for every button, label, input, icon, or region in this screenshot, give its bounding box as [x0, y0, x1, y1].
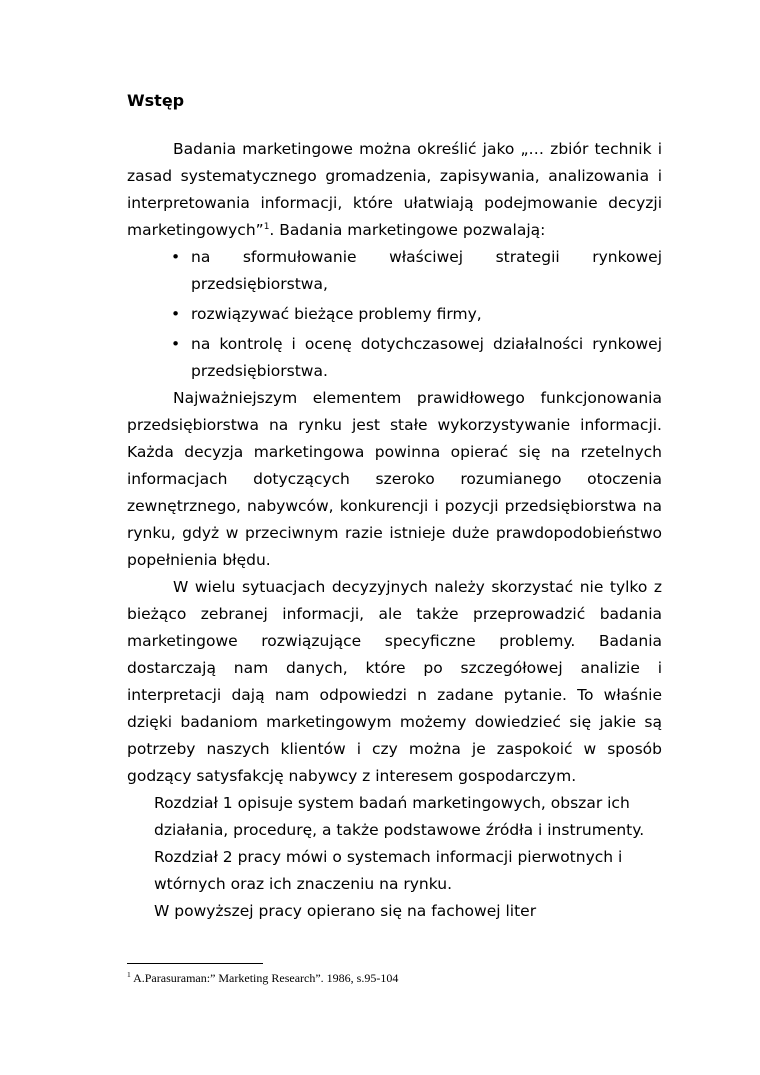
list-item	[127, 244, 662, 298]
footnote-text: A.Parasuraman:” Marketing Research”. 1986, s.95-104	[130, 971, 399, 985]
chapter-note-line: działania, procedurę, a także podstawowe źródła i instrumenty.	[154, 821, 645, 839]
chapter-note-line: wtórnych oraz ich znaczeniu na rynku.	[154, 875, 453, 893]
footnote-reference: 1	[263, 221, 270, 232]
chapter-note-line: Rozdział 2 pracy mówi o systemach informacji pierwotnych i	[154, 848, 623, 866]
intro-paragraph	[127, 136, 662, 244]
section-heading: Wstęp	[127, 91, 185, 110]
body-paragraph: Najważniejszym elementem prawidłowego funkcjonowania przedsiębiorstwa na rynku jest stałe wykorzystywanie informacji. Każda decyzja marketingowa powinna opierać się na rzetelnych informacjach dotyczących szeroko rozumianego otoczenia zewnętrznego, nabywców, konkurencji i pozycji przedsiębiorstwa na rynku, gdyż w przeciwnym razie istnieje duże prawdopodobieństwo popełnienia błędu.	[127, 389, 662, 569]
footnote-separator	[127, 963, 263, 964]
list-item-text: na kontrolę i ocenę dotychczasowej działalności rynkowej przedsiębiorstwa.	[191, 335, 662, 380]
bullet-icon: •	[171, 305, 181, 323]
chapter-note	[127, 844, 662, 898]
chapter-note-line: W powyższej pracy opierano się na fachowej liter	[154, 902, 537, 920]
list-item-text: rozwiązywać bieżące problemy firmy,	[191, 305, 482, 323]
bullet-icon: •	[171, 248, 181, 266]
footnote-number: 1	[127, 970, 131, 979]
list-item	[127, 301, 662, 328]
document-body	[127, 136, 662, 925]
footnote	[127, 970, 398, 986]
chapter-note	[127, 790, 662, 844]
list-item	[127, 331, 662, 385]
list-item-text: na sformułowanie właściwej strategii rynkowej przedsiębiorstwa,	[191, 248, 662, 293]
chapter-note	[127, 898, 662, 925]
body-paragraph: W wielu sytuacjach decyzyjnych należy skorzystać nie tylko z bieżąco zebranej informacji, ale także przeprowadzić badania marketingowe rozwiązujące specyficzne problemy. Badania dostarczają nam danych, które po szczegółowej analizie i interpretacji dają nam odpowiedzi n zadane pytanie. To właśnie dzięki badaniom marketingowym możemy dowiedzieć się jakie są potrzeby naszych klientów i czy można je zaspokoić w sposób godzący satysfakcję nabywcy z interesem gospodarczym.	[127, 578, 662, 785]
bullet-icon: •	[171, 335, 181, 353]
bullet-list	[127, 244, 662, 385]
intro-text: Badania marketingowe można określić jako „… zbiór technik i zasad systematycznego gromadzenia, zapisywania, analizowania i interpretowania informacji, które ułatwiają podejmowanie decyzji marketingowych”	[127, 140, 662, 239]
intro-text-end: . Badania marketingowe pozwalają:	[269, 221, 546, 239]
chapter-note-line: Rozdział 1 opisuje system badań marketingowych, obszar ich	[154, 794, 630, 812]
